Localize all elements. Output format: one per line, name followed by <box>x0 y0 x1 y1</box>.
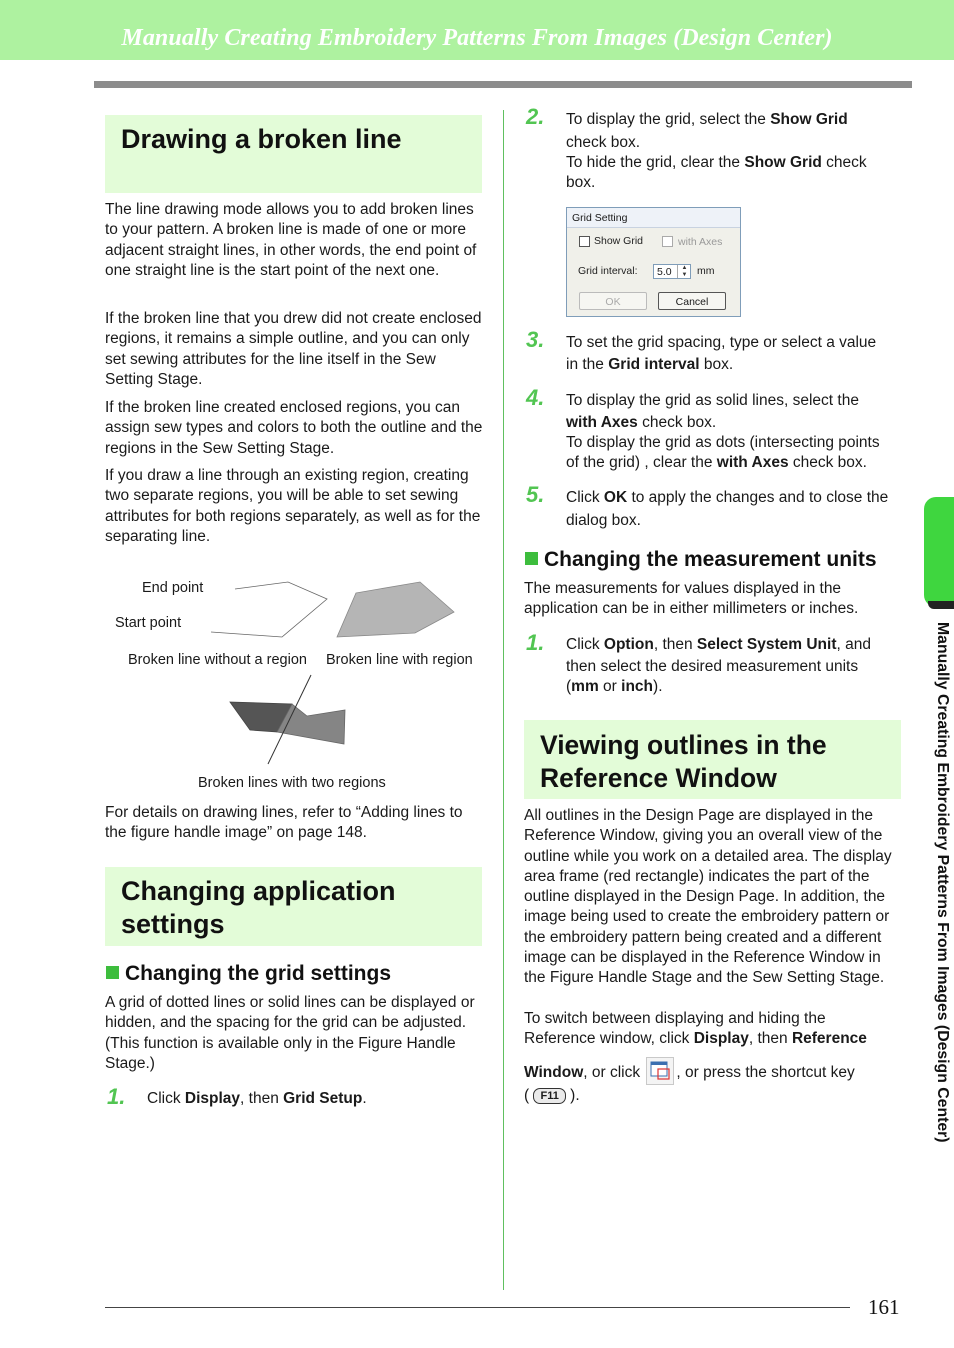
reference-window-icon[interactable] <box>646 1057 674 1085</box>
banner-title: Manually Creating Embroidery Patterns From Images (Design Center) <box>121 25 833 51</box>
top-rule <box>94 81 912 88</box>
step-4-line-2: with Axes check box. <box>566 414 717 431</box>
without-region-label: Broken line without a region <box>128 652 307 668</box>
column-divider <box>503 110 504 1290</box>
grid-interval-spinner-icon[interactable]: ▲ ▼ <box>677 265 691 278</box>
step-2-line-1: To display the grid, select the Show Grid <box>566 111 848 128</box>
broken-line-without-region <box>211 582 327 637</box>
switch-line-4: ( F11 ). <box>524 1087 580 1104</box>
switch-line-1: To switch between displaying and hiding the <box>524 1010 826 1027</box>
drawing-heading: Drawing a broken line <box>121 124 402 154</box>
two-regions-diagram <box>225 672 355 772</box>
side-tab-shadow <box>928 601 954 609</box>
step-4-line-3: To display the grid as dots (intersecting points <box>566 434 880 451</box>
step-1-text: Click Display, then Grid Setup. <box>147 1090 367 1107</box>
grid-interval-input[interactable]: 5.0 <box>653 264 691 279</box>
units-step-1-line-1: Click Option, then Select System Unit, and <box>566 636 871 653</box>
step-5-line-1: Click OK to apply the changes and to close the <box>566 489 889 506</box>
app-settings-heading-box <box>105 867 482 946</box>
f11-key-icon: F11 <box>533 1088 565 1104</box>
grid-para: A grid of dotted lines or solid lines can be displayed or hidden, and the spacing for the grid can be adjusted. (This function is available only in the Figure Handle Stage.) <box>105 994 475 1072</box>
with-axes-checkbox[interactable] <box>662 236 673 247</box>
step-2-line-4: box. <box>566 174 596 191</box>
cancel-button[interactable]: Cancel <box>658 292 726 310</box>
outline-para: All outlines in the Design Page are displayed in the Reference Window, giving you an overall view of the outline while you work on a detailed area. The display area frame (red rectangle) indicates the part of the outline displayed in the Design Page. In addition, the image being used to create the embroidery pattern or the embroidery pattern being created and a different image can be displayed in the Reference Window in the Figure Handle Stage and the Sew Setting Stage. <box>524 807 892 987</box>
step-2-number: 2. <box>526 104 545 129</box>
with-axes-label: with Axes <box>678 236 723 248</box>
outline-heading-line2: Reference Window <box>540 763 777 793</box>
page-number: 161 <box>868 1295 900 1319</box>
footer-rule <box>105 1307 850 1308</box>
dialog-title: Grid Setting <box>567 208 740 228</box>
step-4-number: 4. <box>526 385 545 410</box>
switch-line-2: Reference window, click Display, then Reference <box>524 1030 867 1047</box>
units-step-1-line-2: then select the desired measurement units <box>566 658 859 675</box>
step-5-number: 5. <box>526 482 545 507</box>
square-bullet-icon <box>525 552 538 565</box>
outline-heading-line1: Viewing outlines in the <box>540 730 827 760</box>
ok-button[interactable]: OK <box>579 292 647 310</box>
details-para: For details on drawing lines, refer to “Adding lines to the figure handle image” on page 148. <box>105 804 463 842</box>
chapter-side-tab <box>924 497 954 607</box>
switch-line-3: Window, or click , or press the shortcut key <box>524 1057 904 1085</box>
broken-line-diagram-top <box>200 575 470 650</box>
units-step-1-line-3: (mm or inch). <box>566 678 663 695</box>
two-regions-label: Broken lines with two regions <box>198 775 386 791</box>
with-region-label: Broken line with region <box>326 652 473 668</box>
app-settings-heading-line2: settings <box>121 909 225 939</box>
step-5-line-2: dialog box. <box>566 512 641 529</box>
grid-setting-dialog <box>566 207 741 317</box>
step-4-line-1: To display the grid as solid lines, select the <box>566 392 859 409</box>
drawing-para-1: The line drawing mode allows you to add broken lines to your pattern. A broken line is made of one or more adjacent straight lines, in other words, the end point of one straight line is the start point of the next one. <box>105 201 477 279</box>
show-grid-label: Show Grid <box>594 235 644 247</box>
step-2-line-2: check box. <box>566 134 641 151</box>
broken-line-with-region <box>337 582 454 637</box>
step-3-line-1: To set the grid spacing, type or select a value <box>566 334 877 351</box>
outline-heading-box <box>524 720 901 799</box>
top-banner <box>0 0 954 60</box>
end-point-label: End point <box>142 580 204 596</box>
app-settings-heading-line1: Changing application <box>121 876 396 906</box>
grid-interval-label: Grid interval: <box>578 265 638 277</box>
drawing-para-3: If the broken line created enclosed regions, you can assign sew types and colors to both the outline and the regions in the Sew Setting Stage. <box>105 399 483 457</box>
side-chapter-title: Manually Creating Embroidery Patterns From Images (Design Center) <box>934 622 951 1143</box>
units-para: The measurements for values displayed in the application can be in either millimeters or inches. <box>524 580 859 618</box>
units-step-1-number: 1. <box>526 630 545 655</box>
drawing-para-4: If you draw a line through an existing region, creating two separate regions, you will be able to set sewing attributes for both regions separately, as well as for the separating line. <box>105 467 481 545</box>
square-bullet-icon <box>106 966 119 979</box>
drawing-para-2: If the broken line that you drew did not create enclosed regions, it remains a simple outline, and you can only set sewing attributes for the line itself in the Sew Setting Stage. <box>105 310 482 388</box>
show-grid-checkbox[interactable] <box>579 236 590 247</box>
grid-subheading: Changing the grid settings <box>106 962 391 986</box>
step-3-line-2: in the Grid interval box. <box>566 356 734 373</box>
step-2-line-3: To hide the grid, clear the Show Grid check <box>566 154 867 171</box>
drawing-heading-box <box>105 115 482 193</box>
step-4-line-4: of the grid) , clear the with Axes check box. <box>566 454 867 471</box>
step-3-number: 3. <box>526 327 545 352</box>
units-subheading: Changing the measurement units <box>525 548 877 572</box>
unit-label: mm <box>697 265 715 277</box>
start-point-label: Start point <box>115 615 182 631</box>
step-1-number: 1. <box>107 1084 126 1109</box>
